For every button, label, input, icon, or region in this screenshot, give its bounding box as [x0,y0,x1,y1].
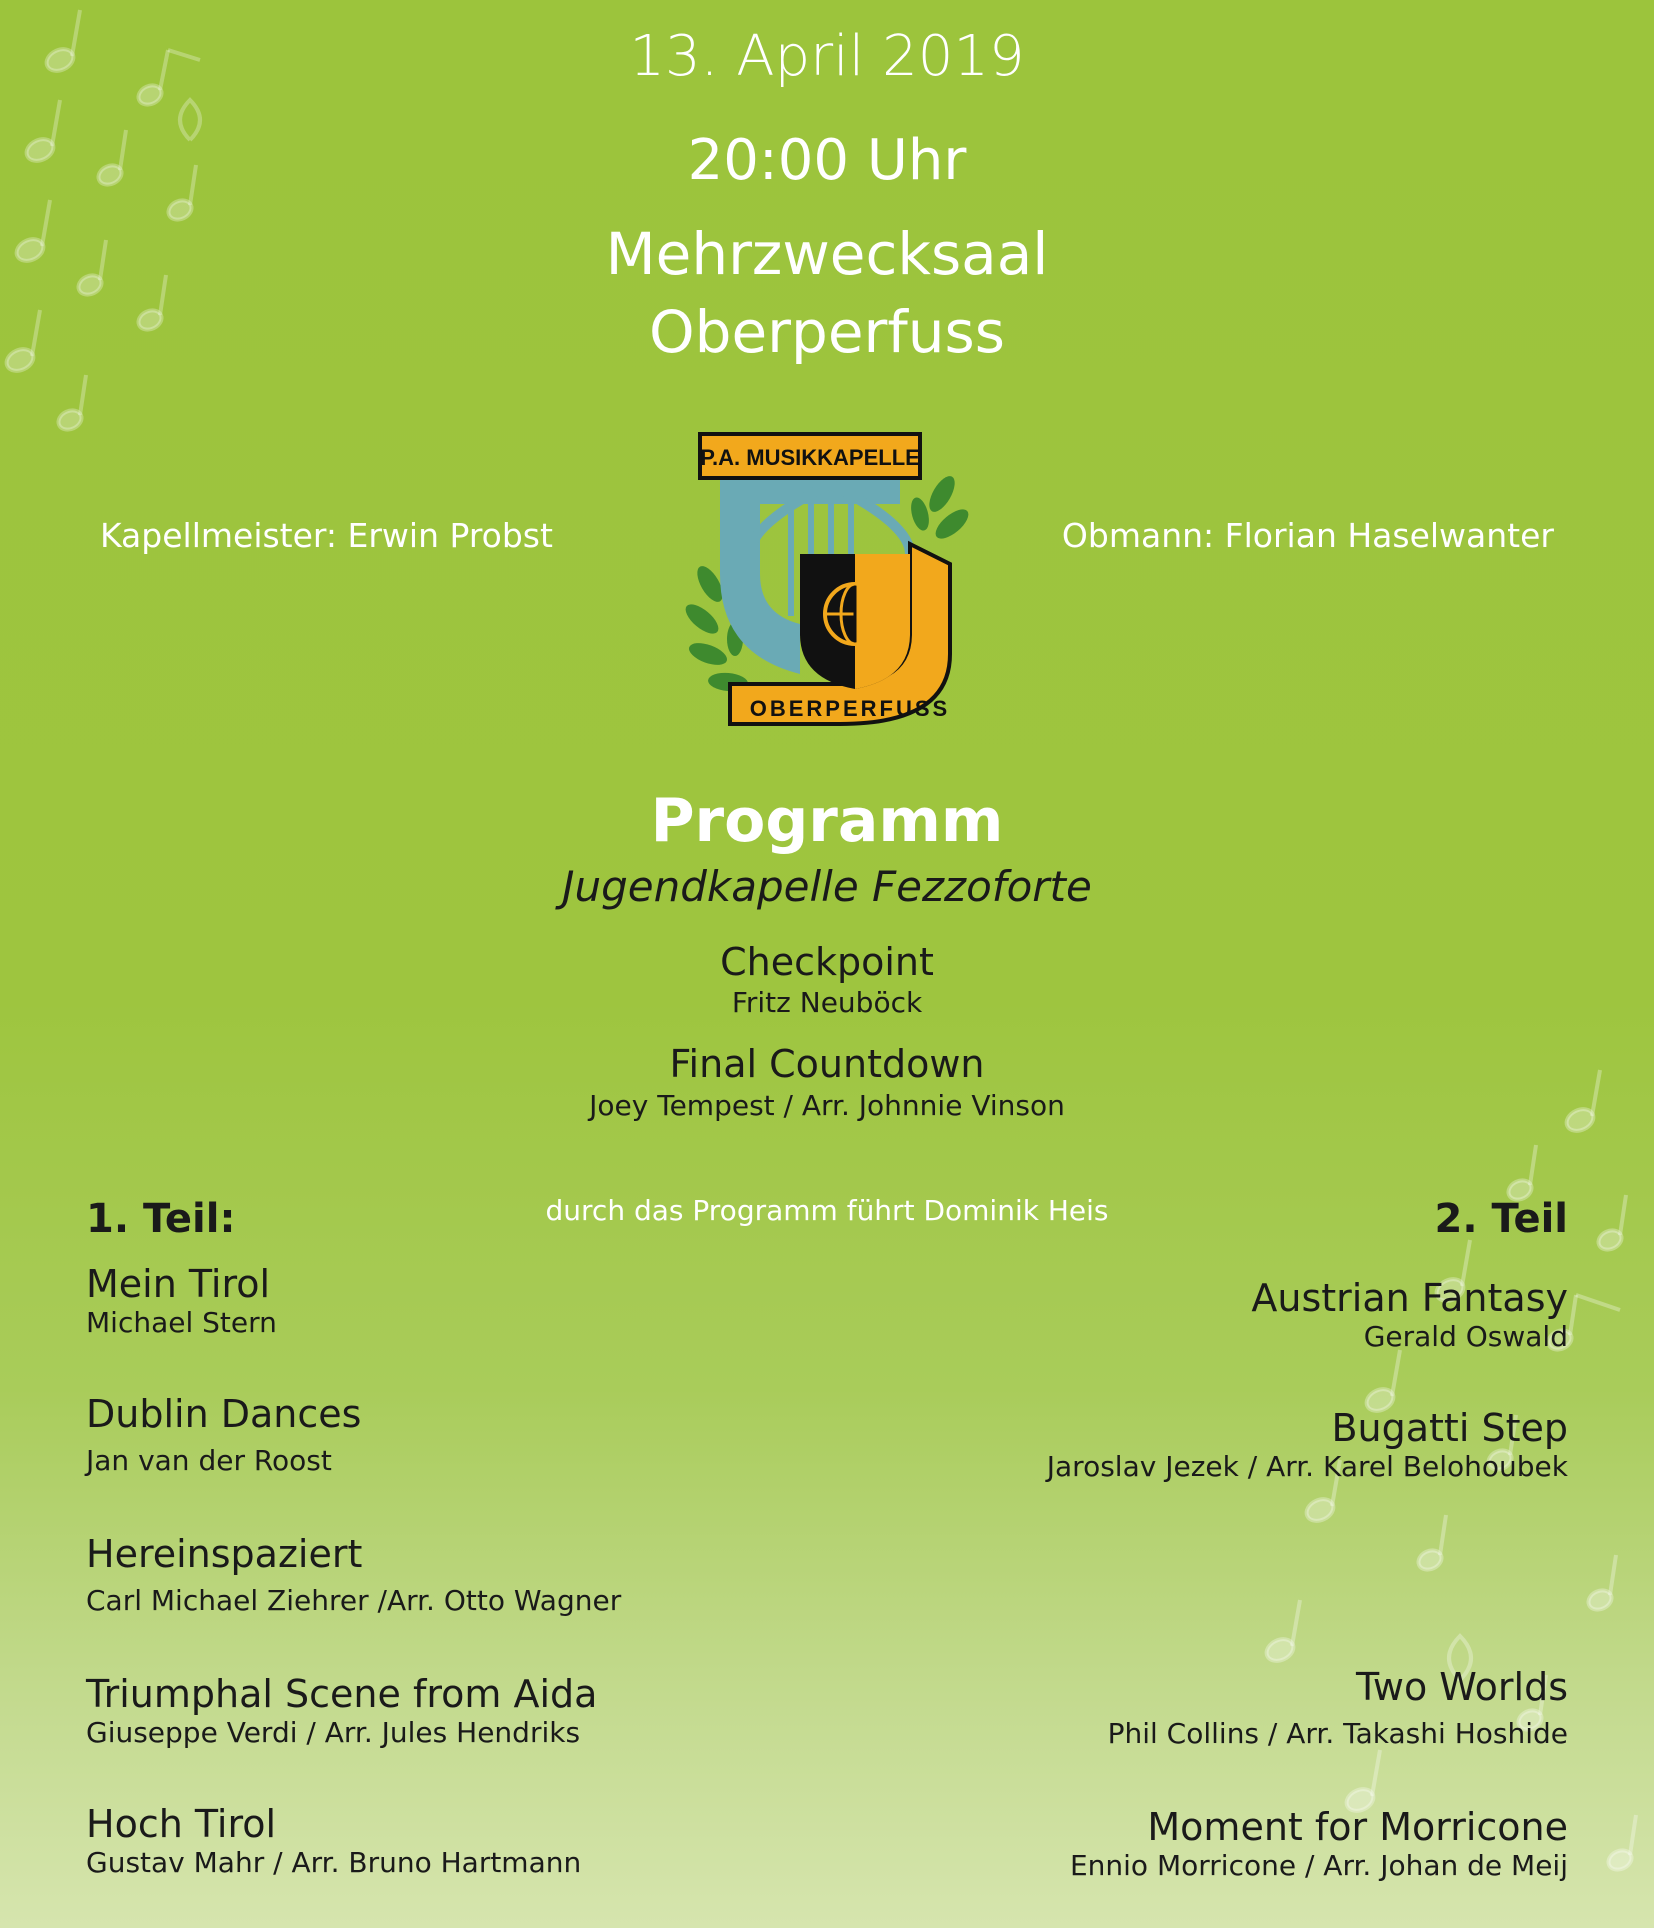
list-item [1070,1805,1568,1883]
list-item [86,1532,621,1618]
shield-icon [800,554,910,689]
event-time: 20:00 Uhr [687,128,967,193]
piece-composer: Michael Stern [86,1306,277,1339]
venue-line-2: Oberperfuss [649,298,1005,366]
moderator-note: durch das Programm führt Dominik Heis [545,1194,1109,1227]
event-date: 13. April 2019 [629,24,1025,89]
piece-title: Moment for Morricone [1147,1805,1568,1849]
piece-title: Triumphal Scene from Aida [86,1672,598,1716]
piece-title: Bugatti Step [1331,1406,1568,1450]
obmann-label: Obmann: Florian Haselwanter [1061,516,1554,555]
musikkapelle-logo [680,424,980,744]
list-item [86,1672,597,1750]
list-item [1251,1276,1568,1354]
list-item [86,1802,581,1880]
laurel-right-icon [908,472,973,544]
logo-arc-text: OBERPERFUSS [749,696,951,721]
piece-composer: Jaroslav Jezek / Arr. Karel Belohoubek [1046,1450,1568,1483]
piece-composer: Jan van der Roost [86,1444,332,1477]
piece-composer: Ennio Morricone / Arr. Johan de Meij [1069,1849,1568,1882]
piece-title: Two Worlds [1355,1665,1568,1709]
piece-title: Dublin Dances [86,1392,362,1436]
list-item [86,1392,361,1478]
piece-title: Mein Tirol [86,1262,271,1306]
opening-piece-title: Checkpoint [720,940,934,984]
program-subtitle: Jugendkapelle Fezzoforte [562,862,1092,911]
kapellmeister-label: Kapellmeister: Erwin Probst [100,516,553,555]
piece-composer: Giuseppe Verdi / Arr. Jules Hendriks [86,1716,581,1749]
piece-composer: Carl Michael Ziehrer /Arr. Otto Wagner [86,1584,622,1617]
piece-title: Austrian Fantasy [1251,1276,1568,1320]
opening-piece-composer: Joey Tempest / Arr. Johnnie Vinson [589,1089,1065,1122]
piece-title: Hoch Tirol [86,1802,277,1846]
music-notes-decoration-bottom-right [1200,1040,1654,1928]
piece-composer: Gerald Oswald [1363,1320,1568,1353]
part-1-heading: 1. Teil: [86,1196,236,1242]
piece-composer: Gustav Mahr / Arr. Bruno Hartmann [86,1846,582,1879]
piece-composer: Phil Collins / Arr. Takashi Hoshide [1107,1717,1568,1750]
opening-piece-title: Final Countdown [669,1042,985,1086]
logo-banner-text: P.A. MUSIKKAPELLE [700,445,920,470]
list-item [86,1262,277,1340]
program-title: Programm [650,786,1004,856]
venue-line-1: Mehrzwecksaal [605,220,1049,288]
opening-piece-composer: Fritz Neuböck [731,986,923,1019]
part-2-heading: 2. Teil [1434,1196,1568,1242]
list-item [1047,1406,1568,1484]
piece-title: Hereinspaziert [86,1532,363,1576]
list-item [1108,1665,1568,1751]
